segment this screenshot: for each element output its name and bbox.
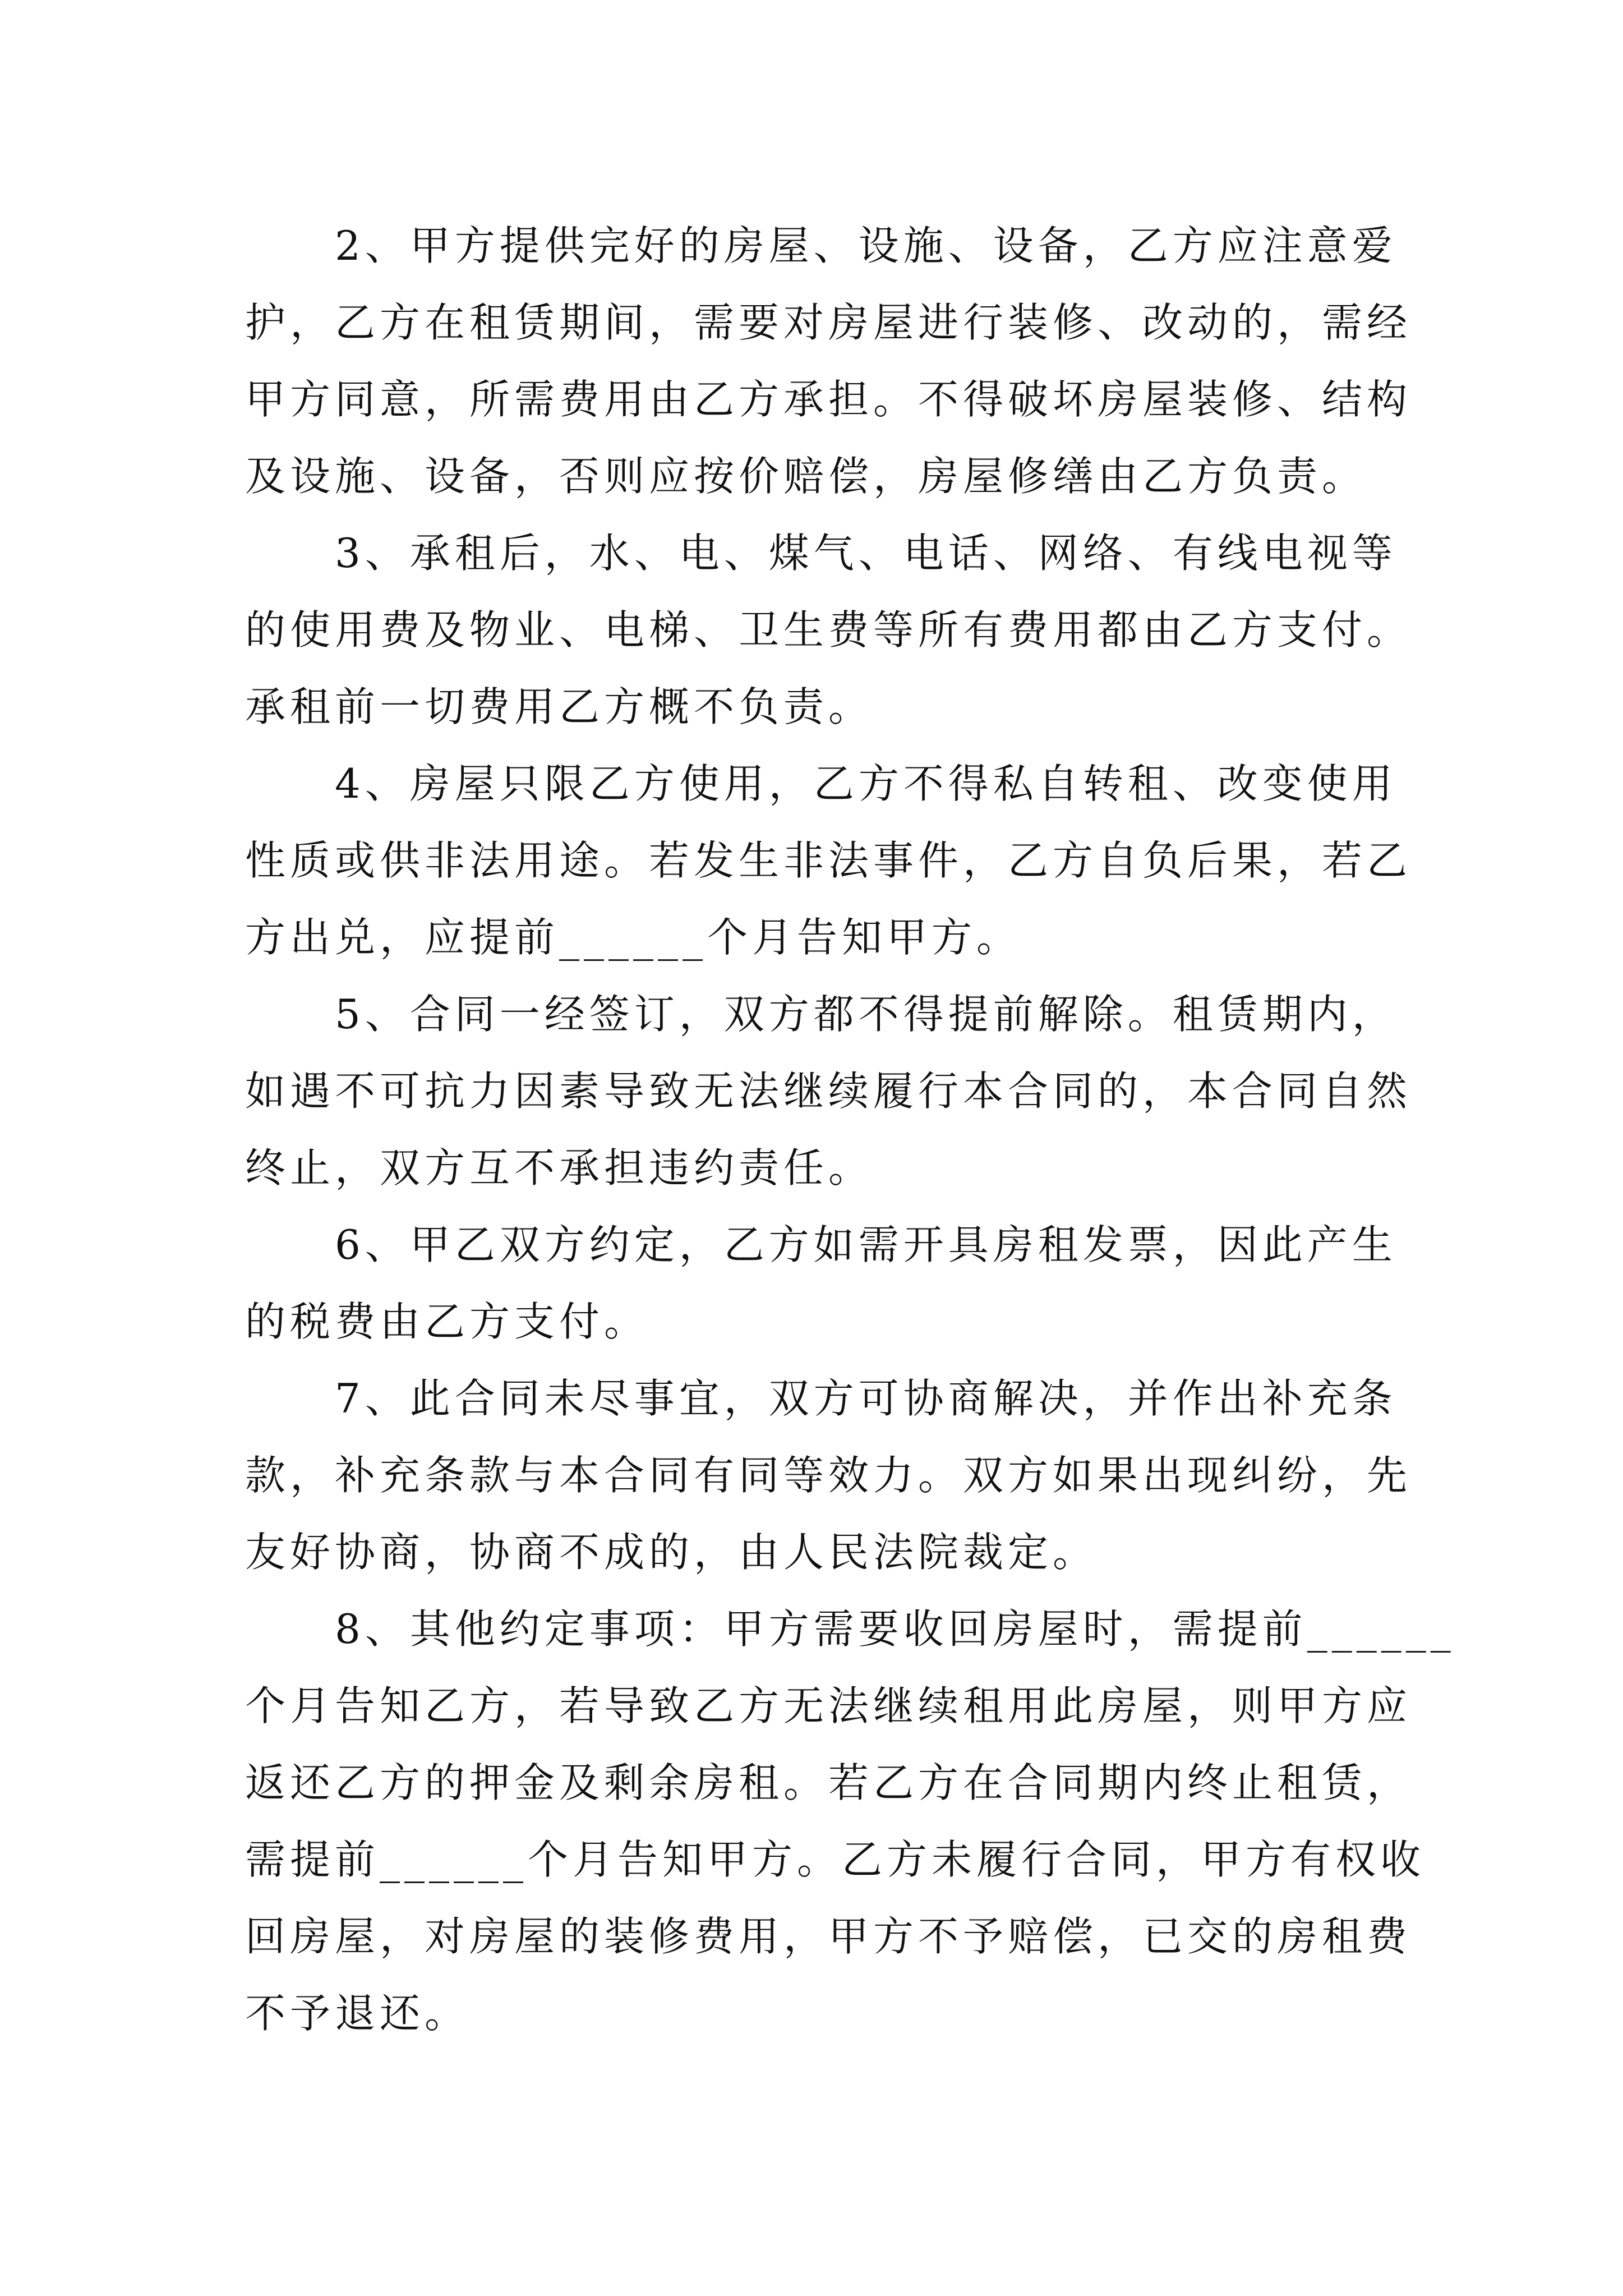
clause-2 [245, 208, 1412, 515]
clause-8 [245, 1591, 1455, 2052]
clause-line: 性质或供非法用途。若发生非法事件，乙方自负后果，若乙 [245, 837, 1412, 884]
clause-line: 的税费由乙方支付。 [245, 1298, 649, 1345]
clause-line: 8、其他约定事项：甲方需要收回房屋时，需提前______ [335, 1605, 1455, 1653]
clause-line: 友好协商，协商不成的，由人民法院裁定。 [245, 1529, 1098, 1576]
clause-line: 个月告知乙方，若导致乙方无法继续租用此房屋，则甲方应 [245, 1682, 1412, 1729]
clause-line: 方出兑，应提前______个月告知甲方。 [245, 914, 1022, 961]
clause-line: 终止，双方互不承担违约责任。 [245, 1144, 874, 1191]
clause-5 [245, 976, 1412, 1207]
clause-line: 如遇不可抗力因素导致无法继续履行本合同的，本合同自然 [245, 1068, 1412, 1115]
clause-line: 及设施、设备，否则应按价赔偿，房屋修缮由乙方负责。 [245, 453, 1367, 500]
clause-line: 回房屋，对房屋的装修费用，甲方不予赔偿，已交的房租费 [245, 1913, 1412, 1960]
document-body [245, 208, 1455, 2052]
clause-line: 2、甲方提供完好的房屋、设施、设备，乙方应注意爱 [335, 222, 1397, 269]
clause-3 [245, 515, 1412, 746]
clause-line: 4、房屋只限乙方使用，乙方不得私自转租、改变使用 [335, 760, 1397, 807]
clause-line: 款，补充条款与本合同有同等效力。双方如果出现纠纷，先 [245, 1452, 1412, 1499]
clause-line: 甲方同意，所需费用由乙方承担。不得破坏房屋装修、结构 [245, 376, 1412, 423]
clause-line: 6、甲乙双方约定，乙方如需开具房租发票，因此产生 [335, 1221, 1397, 1268]
clause-line: 5、合同一经签订，双方都不得提前解除。租赁期内， [335, 991, 1397, 1038]
clause-7 [245, 1360, 1412, 1591]
clause-6 [245, 1207, 1397, 1360]
clause-line: 7、此合同未尽事宜，双方可协商解决，并作出补充条 [335, 1375, 1397, 1422]
clause-line: 承租前一切费用乙方概不负责。 [245, 683, 874, 730]
clause-line: 护，乙方在租赁期间，需要对房屋进行装修、改动的，需经 [245, 299, 1412, 346]
clause-4 [245, 746, 1412, 976]
clause-line: 的使用费及物业、电梯、卫生费等所有费用都由乙方支付。 [245, 606, 1412, 654]
clause-line: 3、承租后，水、电、煤气、电话、网络、有线电视等 [335, 530, 1397, 577]
clause-line: 返还乙方的押金及剩余房租。若乙方在合同期内终止租赁， [245, 1759, 1412, 1806]
clause-line: 需提前______个月告知甲方。乙方未履行合同，甲方有权收 [245, 1836, 1426, 1883]
clause-line: 不予退还。 [245, 1990, 470, 2037]
